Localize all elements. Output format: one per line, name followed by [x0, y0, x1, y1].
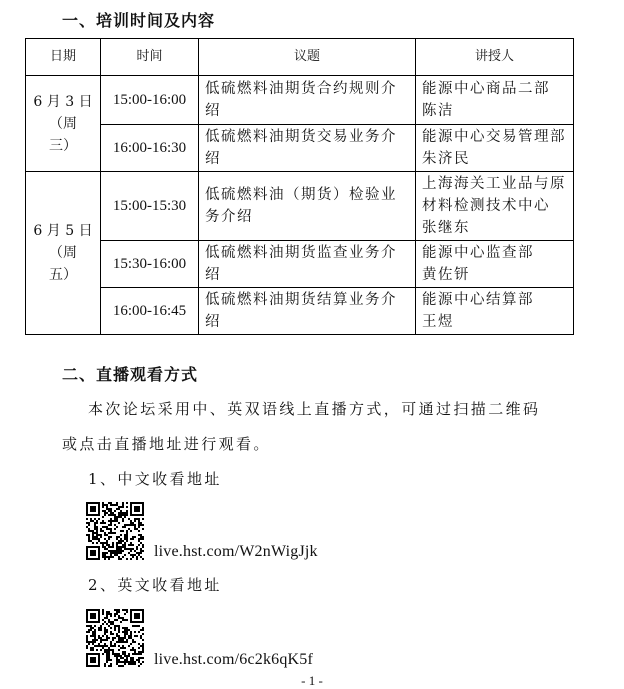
speaker-line: 陈洁	[422, 103, 454, 119]
body-paragraph-line: 或点击直播地址进行观看。	[62, 435, 271, 453]
date-line: （周	[49, 245, 77, 261]
speaker-line: 上海海关工业品与原	[422, 176, 566, 192]
topic-line: 绍	[205, 103, 221, 119]
table-header-row	[26, 39, 574, 76]
time-cell: 15:30-16:00	[101, 241, 199, 288]
speaker-cell	[416, 76, 574, 125]
topic-line: 绍	[205, 267, 221, 283]
table-row	[26, 125, 574, 172]
header-topic: 议题	[199, 39, 416, 76]
table-row	[26, 76, 574, 125]
speaker-line: 王煜	[422, 314, 454, 330]
header-time: 时间	[101, 39, 199, 76]
time-cell: 15:00-16:00	[101, 76, 199, 125]
body-paragraph-line: 本次论坛采用中、英双语线上直播方式，可通过扫描二维码	[88, 400, 541, 418]
speaker-cell	[416, 241, 574, 288]
topic-cell	[199, 172, 416, 241]
date-cell-day2	[26, 172, 101, 335]
date-line: 6 月 5 日	[33, 223, 93, 239]
english-stream-link[interactable]: live.hst.com/6c2k6qK5f	[154, 651, 314, 668]
table-row	[26, 172, 574, 241]
training-schedule-table	[25, 38, 574, 335]
speaker-line: 黄佐钘	[422, 267, 470, 283]
table-row	[26, 288, 574, 335]
topic-cell	[199, 241, 416, 288]
topic-line: 低硫燃料油期货监查业务介	[205, 245, 397, 261]
section-2-heading: 二、直播观看方式	[62, 365, 199, 384]
speaker-line: 张继东	[422, 220, 470, 236]
topic-cell	[199, 125, 416, 172]
table-row	[26, 241, 574, 288]
topic-line: 绍	[205, 314, 221, 330]
date-line: 三）	[49, 137, 77, 154]
date-cell-day1	[26, 76, 101, 172]
chinese-stream-label: 1、中文收看地址	[88, 470, 222, 488]
topic-line: 绍	[205, 151, 221, 167]
speaker-line: 朱济民	[422, 151, 470, 167]
speaker-line: 材料检测技术中心	[422, 198, 550, 214]
speaker-cell	[416, 288, 574, 335]
time-cell: 16:00-16:45	[101, 288, 199, 335]
chinese-stream-link[interactable]: live.hst.com/W2nWigJjk	[154, 543, 318, 560]
topic-line: 低硫燃料油（期货）检验业	[205, 187, 397, 203]
header-speaker: 讲授人	[416, 39, 574, 76]
time-cell: 16:00-16:30	[101, 125, 199, 172]
date-line: 6 月 3 日	[33, 93, 93, 110]
page-number: - 1 -	[301, 673, 323, 688]
speaker-line: 能源中心监查部	[422, 245, 534, 261]
qr-code-icon[interactable]	[86, 609, 144, 667]
section-1-heading: 一、培训时间及内容	[62, 11, 216, 30]
topic-line: 低硫燃料油期货结算业务介	[205, 292, 397, 308]
topic-line: 低硫燃料油期货合约规则介	[205, 81, 397, 97]
header-date: 日期	[26, 39, 101, 76]
speaker-cell	[416, 125, 574, 172]
topic-cell	[199, 76, 416, 125]
speaker-line: 能源中心结算部	[422, 292, 534, 308]
date-line: （周	[49, 115, 77, 132]
time-cell: 15:00-15:30	[101, 172, 199, 241]
speaker-line: 能源中心商品二部	[422, 81, 550, 97]
english-stream-label: 2、英文收看地址	[88, 576, 222, 594]
qr-code-icon[interactable]	[86, 502, 144, 560]
speaker-line: 能源中心交易管理部	[422, 129, 566, 145]
speaker-cell	[416, 172, 574, 241]
topic-line: 务介绍	[205, 209, 253, 225]
date-line: 五）	[49, 267, 77, 283]
topic-line: 低硫燃料油期货交易业务介	[205, 129, 397, 145]
topic-cell	[199, 288, 416, 335]
